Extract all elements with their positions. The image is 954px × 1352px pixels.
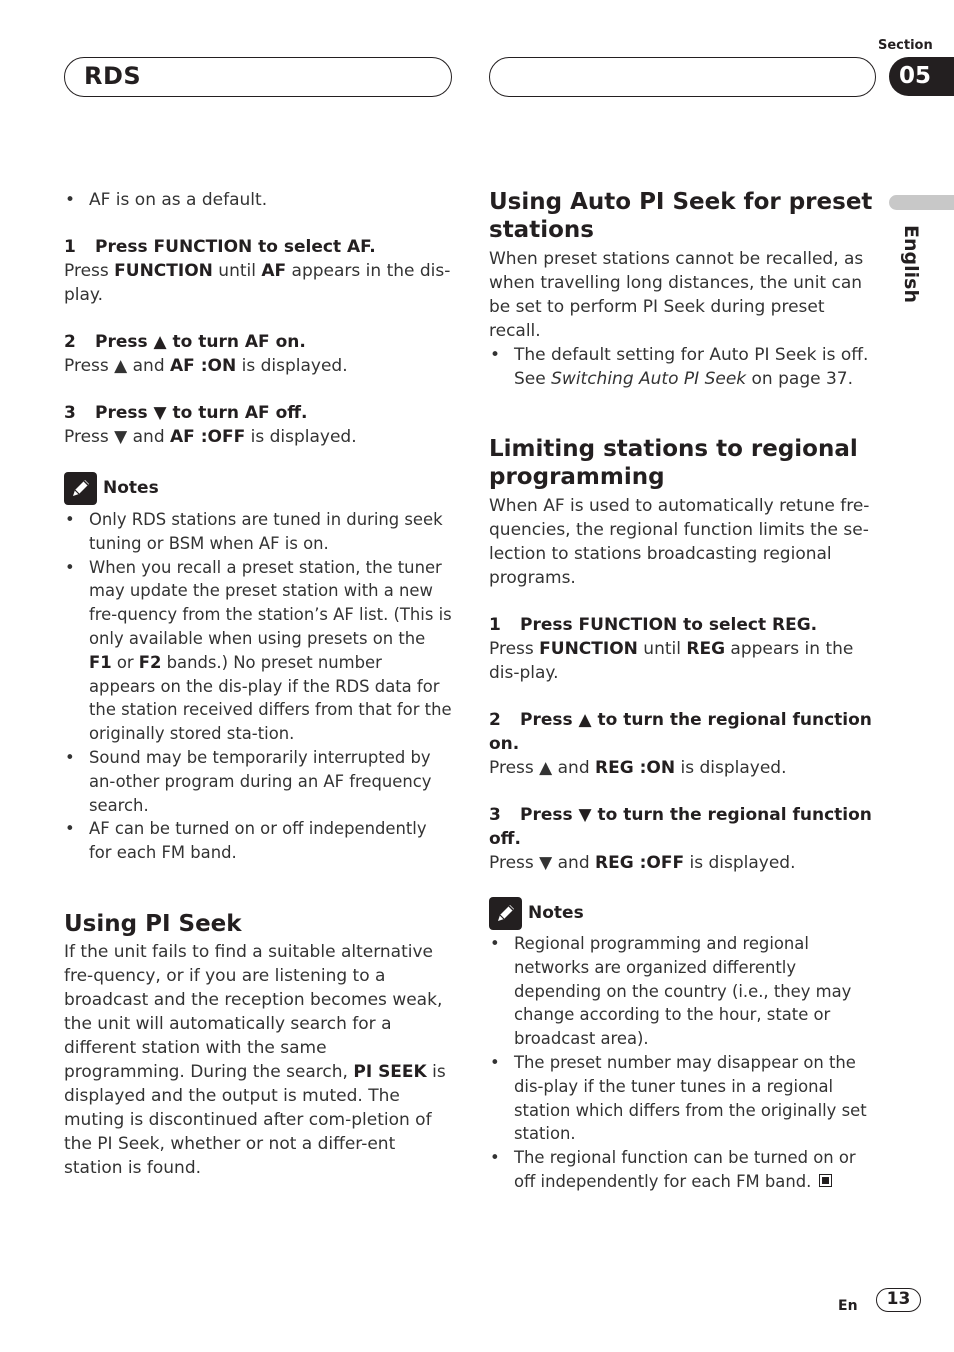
step-body: Press ▼ and AF :OFF is displayed. xyxy=(64,427,357,447)
heading-pi-seek: Using PI Seek xyxy=(64,910,242,937)
section-title: RDS xyxy=(84,62,142,90)
list-item: • When you recall a preset station, the tuner may update the preset station with a new fre-quency from the station’s AF list. (This is only available when using presets on the F1 or F2 bands.) No preset number appears on the dis-play if the RDS data for the station received differs from that for the originally stored sta-tion. xyxy=(65,557,452,744)
end-square-icon xyxy=(819,1174,832,1187)
list-item: • The default setting for Auto PI Seek is off. See Switching Auto PI Seek on page 37. xyxy=(490,345,869,389)
notes-list xyxy=(489,932,879,1194)
pencil-notes-icon xyxy=(489,897,522,930)
step-body: Press FUNCTION until AF appears in the dis-play. xyxy=(64,261,451,305)
footer-language-code: En xyxy=(838,1298,858,1314)
step-body: Press ▲ and REG :ON is displayed. xyxy=(489,758,787,778)
list-item: • Only RDS stations are tuned in during seek tuning or BSM when AF is on. xyxy=(65,510,443,553)
list-item: • The preset number may disappear on the dis-play if the tuner tunes in a regional station which differs from the originally set station. xyxy=(490,1052,867,1144)
step-heading: 2 Press ▲ to turn the regional function on. xyxy=(489,710,872,754)
notes-header xyxy=(64,471,452,505)
heading-regional: Limiting stations to regional programming xyxy=(489,436,858,490)
section-label: Section xyxy=(878,38,933,53)
step-heading: 2 Press ▲ to turn AF on. xyxy=(64,332,306,352)
notes-list xyxy=(64,508,452,865)
list-item: • AF can be turned on or off independently for each FM band. xyxy=(65,819,427,863)
left-column xyxy=(64,188,452,1180)
step-body: Press FUNCTION until REG appears in the dis-play. xyxy=(489,639,854,683)
language-tab-bar xyxy=(889,195,954,210)
notes-label: Notes xyxy=(103,478,159,498)
notes-label: Notes xyxy=(528,903,584,923)
language-tab-label: English xyxy=(900,225,922,303)
step-heading: 3 Press ▼ to turn the regional function off. xyxy=(489,805,872,849)
list-item: • The regional function can be turned on or off independently for each FM band. xyxy=(490,1148,856,1191)
section-number-badge: 05 xyxy=(889,57,954,96)
step-body: Press ▲ and AF :ON is displayed. xyxy=(64,356,348,376)
heading-auto-pi-seek: Using Auto PI Seek for preset stations xyxy=(489,189,873,243)
step-heading: 3 Press ▼ to turn AF off. xyxy=(64,403,308,423)
header-right-pill xyxy=(489,57,876,97)
right-column xyxy=(489,188,879,1194)
pencil-notes-icon xyxy=(64,472,97,505)
list-item: • Regional programming and regional networks are organized differently depending on the country (i.e., they may change according to the hour, state or broadcast area). xyxy=(490,934,852,1049)
page-number: 13 xyxy=(876,1288,921,1312)
step-heading: 1 Press FUNCTION to select REG. xyxy=(489,615,818,635)
auto-pi-body: When preset stations cannot be recalled, as when travelling long distances, the unit can be set to perform PI Seek during preset recall. xyxy=(489,249,864,341)
pi-seek-body: If the unit fails to find a suitable alternative fre-quency, or if you are listening to a broadcast and the reception becomes weak, the unit will automatically search for a different station with the same programming. During the search, PI SEEK is displayed and the output is muted. The muting is discontinued after com-pletion of the PI Seek, whether or not a differ-ent station is found. xyxy=(64,941,446,1178)
step-body: Press ▼ and REG :OFF is displayed. xyxy=(489,853,796,873)
step-heading: 1 Press FUNCTION to select AF. xyxy=(64,237,376,257)
notes-header xyxy=(489,896,879,930)
list-item: • AF is on as a default. xyxy=(65,190,268,210)
regional-body: When AF is used to automatically retune fre-quencies, the regional function limits the se-lection to stations broadcasting regional programs. xyxy=(489,496,870,588)
list-item: • Sound may be temporarily interrupted by an-other program during an AF frequency search. xyxy=(65,747,432,815)
